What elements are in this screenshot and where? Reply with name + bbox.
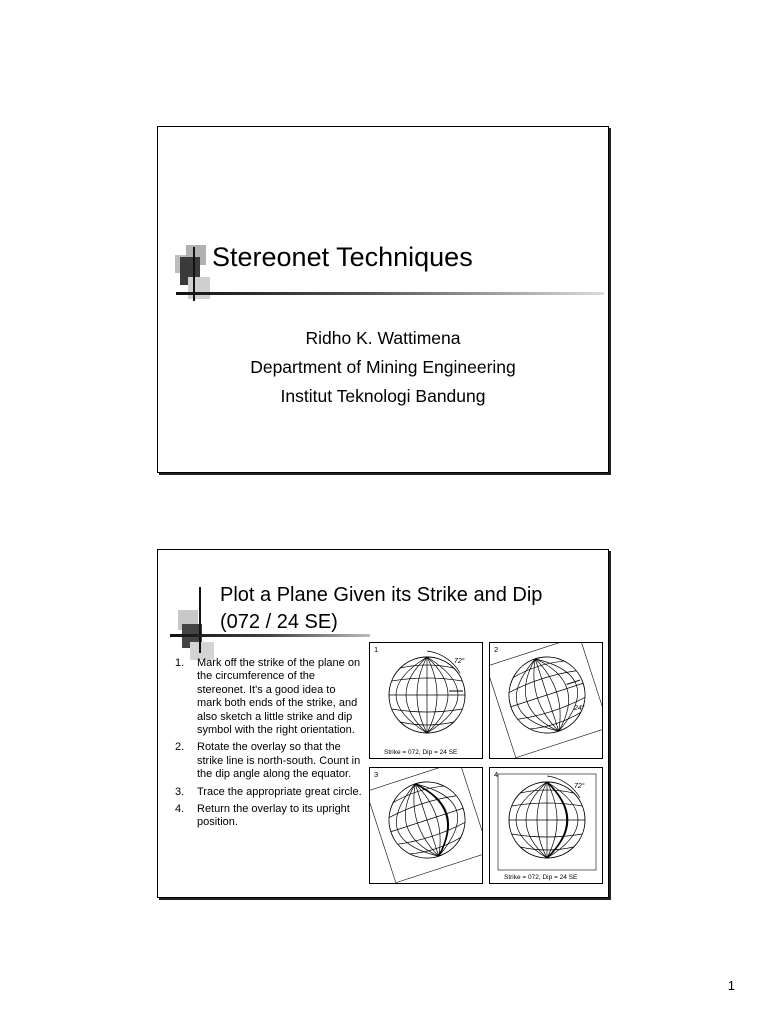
stereonet-panel-4 (489, 767, 603, 884)
author-block (158, 324, 608, 411)
stereonet-panel-2 (489, 642, 603, 759)
author-institution: Institut Teknologi Bandung (280, 386, 486, 406)
slide-title: Stereonet Techniques (212, 242, 473, 272)
angle-label: 72° (574, 783, 585, 790)
stereonet-panel-3 (369, 767, 483, 884)
author-department: Department of Mining Engineering (250, 357, 516, 377)
steps-list (162, 657, 362, 834)
panel-number: 2 (494, 645, 499, 654)
content-slide (157, 549, 609, 898)
list-item: 4. Return the overlay to its upright position. (175, 803, 350, 829)
stereonet-figure (370, 768, 483, 884)
slide-title-line2: (072 / 24 SE) (220, 611, 338, 633)
title-slide (157, 126, 609, 473)
dip-arrow (567, 680, 580, 684)
list-item: 1. Mark off the strike of the plane on the circumference of the stereonet. It's a good idea to mark both ends of the strike, and also sketch a little strike and dip symbol with the right orientation. (175, 657, 361, 737)
angle-label: 24° (574, 705, 585, 712)
list-item: 3. Trace the appropriate great circle. (175, 785, 362, 798)
panel-caption: Strike = 072, Dip = 24 SE (504, 874, 578, 881)
overlay-frame (490, 643, 603, 758)
angle-label: 72° (454, 658, 465, 665)
panel-number: 4 (494, 770, 499, 779)
overlay-frame (370, 768, 483, 883)
stereonet-figure (370, 643, 483, 759)
slide-title (220, 582, 542, 636)
page-number: 1 (727, 978, 735, 993)
stereonet-panel-1 (369, 642, 483, 759)
stereonet-figure (490, 768, 603, 884)
panel-number: 1 (374, 645, 379, 654)
panel-caption: Strike = 072, Dip = 24 SE (384, 749, 458, 756)
author-name: Ridho K. Wattimena (305, 328, 461, 348)
panel-number: 3 (374, 770, 379, 779)
stereonet-figure (490, 643, 603, 759)
slide-title-line1: Plot a Plane Given its Strike and Dip (220, 584, 543, 606)
list-item: 2. Rotate the overlay so that the strike line is north-south. Count in the dip angle along the equator. (175, 741, 361, 781)
